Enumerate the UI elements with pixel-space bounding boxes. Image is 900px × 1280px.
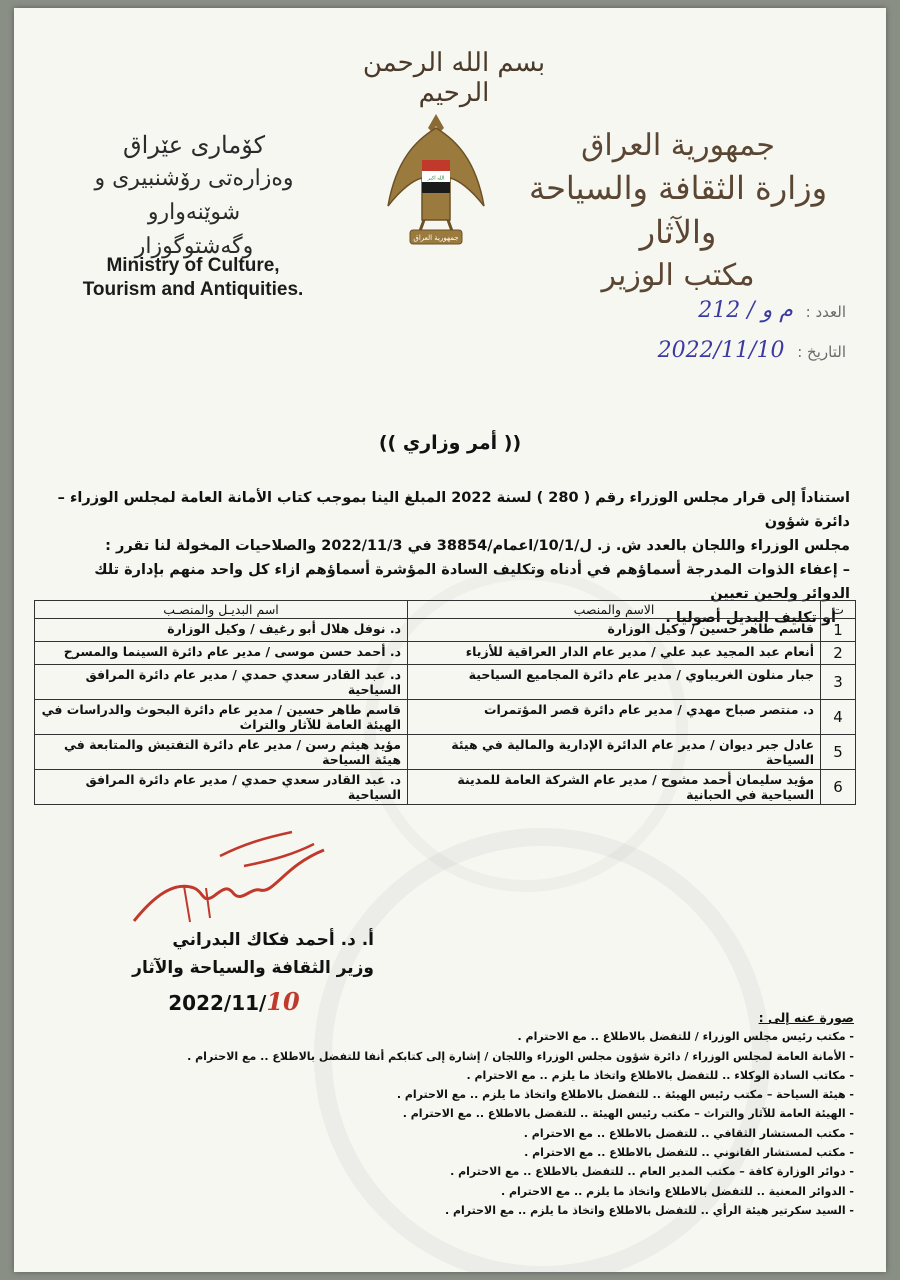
number-value: م و / 212 [698,298,793,323]
list-item: - هيئة السياحة – مكتب رئيس الهيئة .. للتفضل بالاطلاع واتخاذ ما يلزم .. مع الاحترام . [396,1088,854,1102]
body-line-3: – إعفاء الذوات المدرجة أسماؤهم في أدناه وتكليف السادة المؤشرة أسماؤهم ازاء كل واحد منهم بإدارة تلك الدوائر ولحين تعيين [94,562,850,602]
row-alternate: د. عبد القادر سعدي حمدي / مدير عام دائرة المرافق السياحية [35,665,408,700]
letterhead-arabic [518,126,838,298]
table-row [35,735,856,770]
document-page [14,8,886,1272]
date-label: التاريخ : [797,343,846,361]
row-number: 2 [821,642,856,665]
row-name: مؤيد سليمان أحمد مشوح / مدير عام الشركة العامة للمدينة السياحية في الحبانية [408,770,821,805]
table-row [35,665,856,700]
col-header-number: ت [821,601,856,619]
list-item: - الأمانة العامة لمجلس الوزراء / دائرة شؤون مجلس الوزراء واللجان / إشارة إلى كتابكم أنفا للتفضل بالاطلاع .. مع الاحترام . [187,1049,854,1063]
letterhead-kurdish [54,128,334,264]
table-header-row [35,601,856,619]
reference-number [698,298,846,323]
row-number: 5 [821,735,856,770]
document-title: (( أمر وزاري )) [378,432,522,454]
kurdish-line-1: كۆماری عێراق [122,131,266,159]
col-header-name: الاسم والمنصب [408,601,821,619]
row-name: د. منتصر صباح مهدي / مدير عام دائرة قصر المؤتمرات [408,700,821,735]
row-alternate: مؤيد هيثم رسن / مدير عام دائرة التفتيش والمتابعة في هيئة السياحة [35,735,408,770]
row-name: قاسم طاهر حسين / وكيل الوزارة [408,619,821,642]
row-name: عادل جبر ديوان / مدير عام الدائرة الإدارية والمالية في هيئة السياحة [408,735,821,770]
row-name: أنعام عبد المجيد عبد علي / مدير عام الدار العراقية للأزياء [408,642,821,665]
body-line-4: أو تكليف البديل أصوليا . [665,610,836,626]
row-alternate: د. عبد القادر سعدي حمدي / مدير عام دائرة المرافق السياحية [35,770,408,805]
table-row [35,619,856,642]
list-item: - دوائر الوزارة كافة – مكتب المدير العام .. للتفضل بالاطلاع .. مع الاحترام . [450,1165,854,1179]
number-label: العدد : [805,303,846,321]
row-alternate: د. نوفل هلال أبو رغيف / وكيل الوزارة [35,619,408,642]
row-number: 4 [821,700,856,735]
list-item: - مكاتب السادة الوكلاء .. للتفضل بالاطلاع واتخاذ ما يلزم .. مع الاحترام . [466,1068,854,1082]
row-number: 3 [821,665,856,700]
kurdish-line-3: وگەشتوگوزار [134,234,254,259]
row-alternate: قاسم طاهر حسين / مدير عام دائرة البحوث والدراسات في الهيئة العامة للآثار والتراث [35,700,408,735]
handwritten-signature [124,826,344,936]
ministry-name-arabic: وزارة الثقافة والسياحة والآثار [528,169,828,251]
signature-date-printed: 2022/11/ [168,991,267,1015]
republic-name: جمهورية العراق [581,128,775,163]
emblem-scroll-text: جمهورية العراق [413,234,459,242]
assignments-table [34,600,856,805]
list-item: - الدوائر المعنية .. للتفضل بالاطلاع واتخاذ ما يلزم .. مع الاحترام . [500,1184,854,1198]
list-item: - مكتب المستشار الثقافي .. للتفضل بالاطلاع .. مع الاحترام . [523,1126,854,1140]
letterhead-english [48,254,338,302]
row-number: 1 [821,619,856,642]
signer-name: أ. د. أحمد فكاك البدراني [172,930,374,950]
signer-position: وزير الثقافة والسياحة والآثار [132,958,374,978]
table-row [35,700,856,735]
list-item: - مكتب رئيس مجلس الوزراء / للتفضل بالاطلاع .. مع الاحترام . [517,1030,854,1044]
basmala: بسم الله الرحمن الرحيم [362,48,546,108]
copies-list [54,1008,854,1220]
reference-date [658,338,846,363]
list-item: - مكتب لمستشار القانوني .. للتفضل بالاطلاع .. مع الاحترام . [524,1146,854,1160]
signer-block [94,926,374,1017]
list-item: - السيد سكرتير هيئة الرأي .. للتفضل بالاطلاع واتخاذ ما يلزم .. مع الاحترام . [444,1203,854,1217]
english-line-2: Tourism and Antiquities. [82,279,304,300]
list-item: - الهيئة العامة للآثار والتراث – مكتب رئيس الهيئة .. للتفضل بالاطلاع .. مع الاحترام . [402,1107,854,1121]
body-line-2: مجلس الوزراء واللجان بالعدد ش. ز. ل/10/1/اعمام/38854 في 2022/11/3 والصلاحيات المخولة لنا تقرر : [105,538,850,554]
body-line-1: استناداً إلى قرار مجلس الوزراء رقم ( 280 ) لسنة 2022 المبلغ الينا بموجب كتاب الأمانة العامة لمجلس الوزراء – دائرة شؤون [57,490,850,530]
date-value: 2022/11/10 [657,338,785,363]
table-row [35,642,856,665]
row-name: جبار منلون الغريباوي / مدير عام دائرة المجاميع السياحية [408,665,821,700]
table-row [35,770,856,805]
copies-heading: صورة عنه إلى : [758,1010,854,1025]
flag-inscription: الله اكبر [427,175,445,182]
row-number: 6 [821,770,856,805]
english-line-1: Ministry of Culture, [106,255,280,276]
kurdish-line-2: وەزارەتی رۆشنبیری و شوێنەوارو [94,166,294,225]
col-header-alternate: اسم البديـل والمنصـب [35,601,408,619]
office-name: مكتب الوزير [601,258,755,293]
row-alternate: د. أحمد حسن موسى / مدير عام دائرة السينما والمسرح [35,642,408,665]
signature-date-handwritten: 10 [266,987,300,1016]
iraq-eagle-emblem [386,110,486,250]
